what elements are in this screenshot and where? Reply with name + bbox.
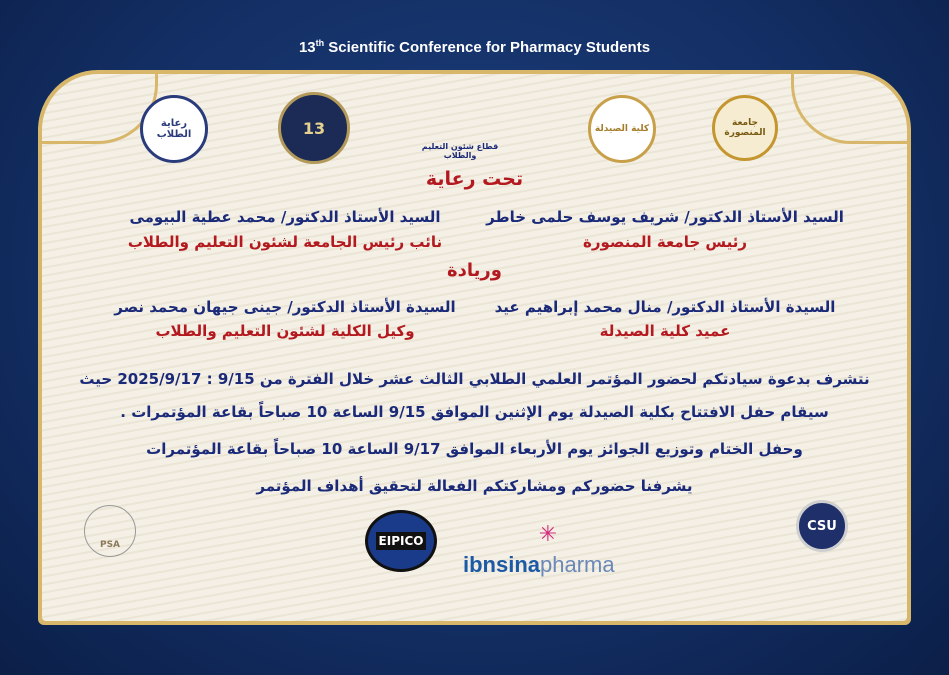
patron-name: السيد الأستاذ الدكتور/ شريف يوسف حلمى خاطر (486, 208, 844, 226)
pharmacy-faculty-logo: كلية الصيدلة (588, 95, 656, 163)
ibnsina-pharma-logo: ibnsinapharma (463, 552, 615, 577)
under-patronage-heading: تحت رعاية (425, 168, 524, 190)
psa-logo: PSA (84, 505, 136, 557)
conference-logo: 13 (278, 92, 350, 164)
ibnsina-star-icon: ✳ (538, 522, 558, 547)
invitation-line: وحفل الختام وتوزيع الجوائز يوم الأربعاء الموافق 9/17 الساعة 10 صباحاً بقاعة المؤتمرات (146, 440, 803, 458)
leader-name: السيدة الأستاذ الدكتور/ منال محمد إبراهيم عيد (494, 298, 836, 316)
mansoura-university-logo: جامعة المنصورة (712, 95, 778, 161)
education-affairs-logo: قطاع شئون التعليم والطلاب (421, 142, 499, 160)
patron-name: السيد الأستاذ الدكتور/ محمد عطية البيومى (129, 208, 441, 226)
invitation-line: سيقام حفل الافتتاح بكلية الصيدلة يوم الإثنين الموافق 9/15 الساعة 10 صباحاً بقاعة المؤتمرات . (120, 403, 829, 421)
patron-title: نائب رئيس الجامعة لشئون التعليم والطلاب (127, 233, 443, 251)
csu-logo: CSU (796, 500, 848, 552)
conference-title: 13th Scientific Conference for Pharmacy Students (298, 38, 651, 56)
corner-ornament (791, 74, 911, 144)
leader-name: السيدة الأستاذ الدكتور/ جينى جيهان محمد نصر (114, 298, 456, 316)
leadership-heading: وريادة (447, 260, 502, 281)
invitation-line: نتشرف بدعوة سيادتكم لحضور المؤتمر العلمي الطلابي الثالث عشر خلال الفترة من 9/15 : 2025/9/17 حيث (79, 370, 870, 388)
leader-title: وكيل الكلية لشئون التعليم والطلاب (155, 322, 415, 340)
student-activities-logo: رعاية الطلاب (140, 95, 208, 163)
eipico-logo: EIPICO (365, 510, 437, 572)
leader-title: عميد كلية الصيدلة (599, 322, 731, 340)
invitation-line: يشرفنا حضوركم ومشاركتكم الفعالة لتحقيق أهداف المؤتمر (256, 477, 693, 495)
patron-title: رئيس جامعة المنصورة (583, 233, 747, 251)
